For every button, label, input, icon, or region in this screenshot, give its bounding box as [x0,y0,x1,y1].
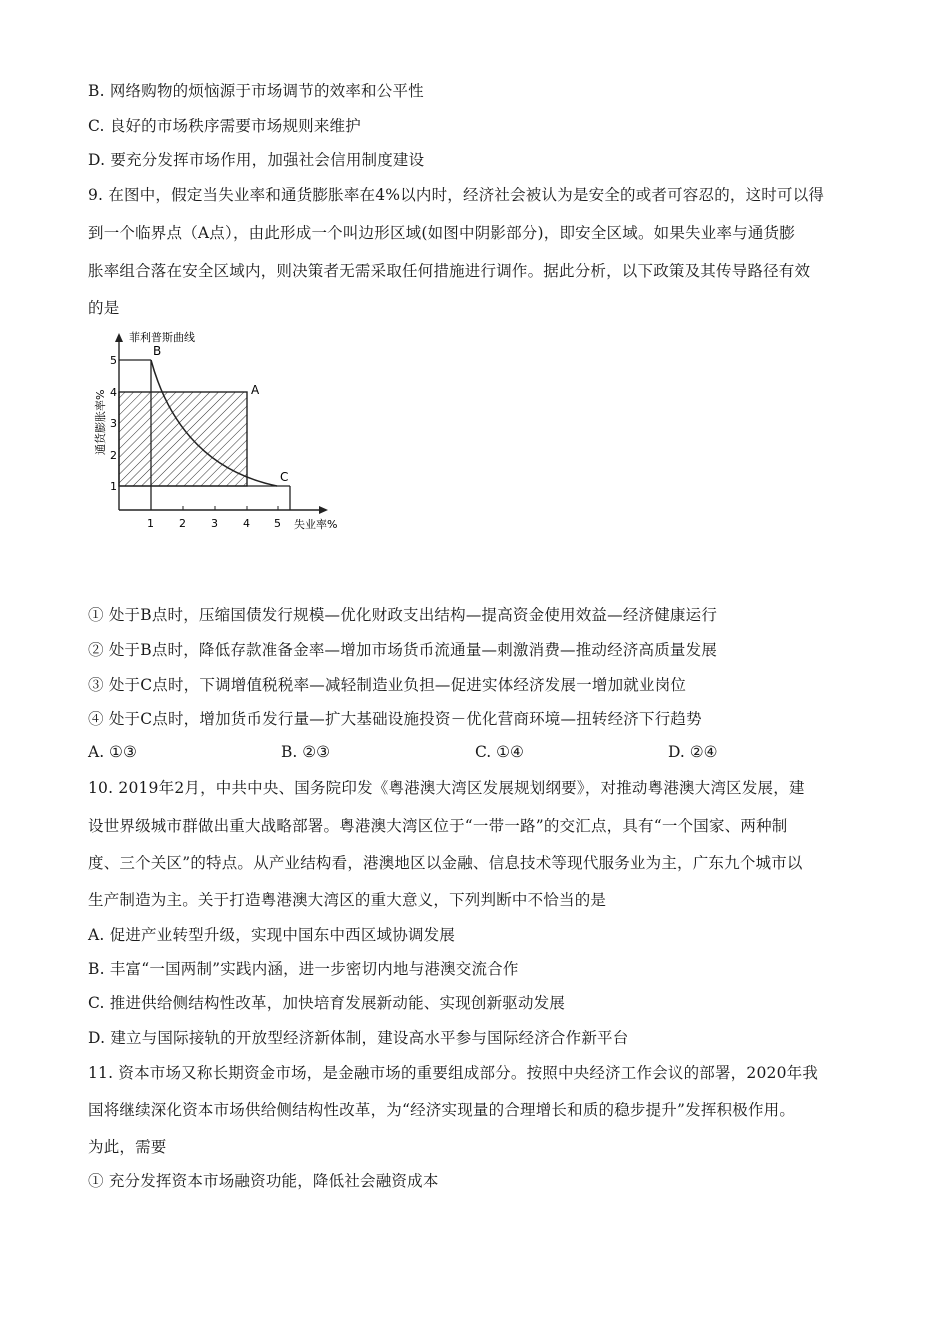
q9-stem-line-4: 的是 [88,299,120,317]
q8-option-b: B. 网络购物的烦恼源于市场调节的效率和公平性 [88,82,424,100]
q10-stem-line-2: 设世界级城市群做出重大战略部署。粤港澳大湾区位于“一带一路”的交汇点，具有“一个国家、两种制 [88,817,788,835]
safe-region [119,392,247,486]
x-tick-label-3: 3 [211,517,218,530]
q9-stem-line-1: 9. 在图中，假定当失业率和通货膨胀率在4%以内时，经济社会被认为是安全的或者可容忍的，这时可以得 [88,186,825,204]
q8-option-c: C. 良好的市场秩序需要市场规则来维护 [88,117,361,135]
q9-option-b: B. ②③ [281,743,331,761]
q9-option-a: A. ①③ [88,743,137,761]
q9-stem-line-2: 到一个临界点（A点），由此形成一个叫边形区域(如图中阴影部分)，即安全区域。如果失业率与通货膨 [88,224,795,242]
q10-stem-line-1: 10. 2019年2月，中共中央、国务院印发《粤港澳大湾区发展规划纲要》，对推动粤港澳大湾区发展，建 [88,779,805,797]
q9-statement-2: ② 处于B点时，降低存款准备金率—增加市场货币流通量—刺激消费—推动经济高质量发展 [88,641,718,659]
q10-option-b: B. 丰富“一国两制”实践内涵，进一步密切内地与港澳交流合作 [88,960,519,978]
q11-statement-1: ① 充分发挥资本市场融资功能，降低社会融资成本 [88,1172,439,1190]
q10-stem-line-4: 生产制造为主。关于打造粤港澳大湾区的重大意义，下列判断中不恰当的是 [88,891,607,909]
x-tick-label-4: 4 [243,517,250,530]
q10-option-c: C. 推进供给侧结构性改革，加快培育发展新动能、实现创新驱动发展 [88,994,566,1012]
point-a-label: A [251,383,260,397]
q11-stem-line-3: 为此，需要 [88,1138,167,1156]
q9-option-d: D. ②④ [668,743,718,761]
point-c-label: C [280,470,289,484]
q9-option-c: C. ①④ [475,743,524,761]
q8-option-d: D. 要充分发挥市场作用，加强社会信用制度建设 [88,151,425,169]
q10-option-a: A. 促进产业转型升级，实现中国东中西区域协调发展 [88,926,456,944]
y-axis-arrow [115,333,123,342]
y-tick-label-4: 4 [110,386,117,399]
y-axis-label: 通货膨胀率% [94,389,107,455]
x-tick-label-5: 5 [274,517,281,530]
q11-stem-line-2: 国将继续深化资本市场供给侧结构性改革，为“经济实现量的合理增长和质的稳步提升”发挥积极作用。 [88,1101,796,1119]
x-axis-label: 失业率% [294,518,338,531]
q9-stem-line-3: 胀率组合落在安全区域内，则决策者无需采取任何措施进行调作。据此分析，以下政策及其传导路径有效 [88,262,811,280]
x-tick-label-2: 2 [179,517,186,530]
x-axis-arrow [319,506,328,514]
q9-statement-4: ④ 处于C点时，增加货币发行量—扩大基础设施投资－优化营商环境—扭转经济下行趋势 [88,710,702,728]
q9-statement-3: ③ 处于C点时，下调增值税税率—减轻制造业负担—促进实体经济发展一增加就业岗位 [88,676,687,694]
q10-stem-line-3: 度、三个关区”的特点。从产业结构看，港澳地区以金融、信息技术等现代服务业为主，广东九个城市以 [88,854,803,872]
q11-stem-line-1: 11. 资本市场又称长期资金市场，是金融市场的重要组成部分。按照中央经济工作会议的部署，2020年我 [88,1064,819,1082]
y-tick-label-5: 5 [110,354,117,367]
y-tick-label-2: 2 [110,449,117,462]
figure-title: 菲利普斯曲线 [129,331,195,344]
q10-option-d: D. 建立与国际接轨的开放型经济新体制，建设高水平参与国际经济合作新平台 [88,1029,629,1047]
y-tick-label-3: 3 [110,417,117,430]
phillips-curve-figure [90,325,360,540]
point-b-label: B [153,344,162,358]
y-tick-label-1: 1 [110,480,117,493]
x-tick-label-1: 1 [147,517,154,530]
q9-statement-1: ① 处于B点时，压缩国债发行规模—优化财政支出结构—提高资金使用效益—经济健康运行 [88,606,718,624]
q9-options [88,743,868,765]
